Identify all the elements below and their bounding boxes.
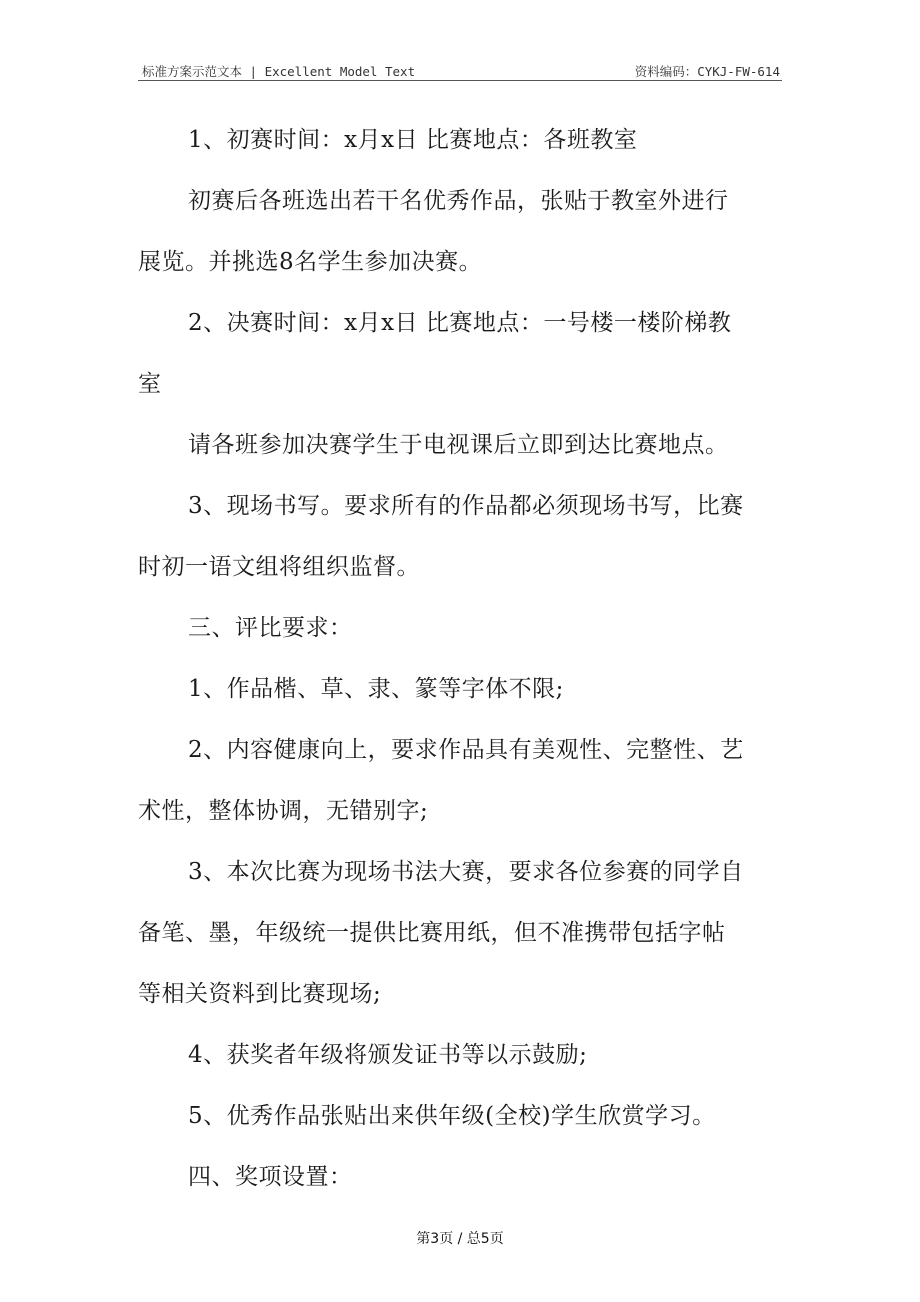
page-number: 第3页 / 总5页 <box>416 1231 504 1247</box>
paragraph: 1、作品楷、草、隶、篆等字体不限; <box>188 676 564 702</box>
paragraph: 请各班参加决赛学生于电视课后立即到达比赛地点。 <box>188 432 729 458</box>
paragraph: 初赛后各班选出若干名优秀作品，张贴于教室外进行 <box>188 188 729 214</box>
header-title: 标准方案示范文本 | Excellent Model Text <box>142 64 416 79</box>
paragraph: 等相关资料到比赛现场; <box>138 981 382 1007</box>
paragraph: 4、获奖者年级将颁发证书等以示鼓励; <box>188 1042 588 1068</box>
paragraph: 1、初赛时间：x月x日 比赛地点：各班教室 <box>188 127 638 153</box>
paragraph: 3、本次比赛为现场书法大赛，要求各位参赛的同学自 <box>188 859 744 885</box>
document-code: 资料编码：CYKJ-FW-614 <box>634 64 780 79</box>
paragraph: 室 <box>138 371 162 397</box>
paragraph: 展览。并挑选8名学生参加决赛。 <box>138 249 483 275</box>
page-header <box>138 56 782 81</box>
paragraph: 时初一语文组将组织监督。 <box>138 554 420 580</box>
section-heading: 四、奖项设置： <box>188 1164 353 1190</box>
paragraph: 2、决赛时间：x月x日 比赛地点：一号楼一楼阶梯教 <box>188 310 732 336</box>
paragraph: 术性，整体协调，无错别字; <box>138 798 429 824</box>
paragraph: 3、现场书写。要求所有的作品都必须现场书写，比赛 <box>188 493 744 519</box>
paragraph: 5、优秀作品张贴出来供年级(全校)学生欣赏学习。 <box>188 1103 716 1129</box>
section-heading: 三、评比要求： <box>188 615 353 641</box>
paragraph: 2、内容健康向上，要求作品具有美观性、完整性、艺 <box>188 737 744 763</box>
paragraph: 备笔、墨，年级统一提供比赛用纸，但不准携带包括字帖 <box>138 920 726 946</box>
document-body <box>138 110 782 1208</box>
